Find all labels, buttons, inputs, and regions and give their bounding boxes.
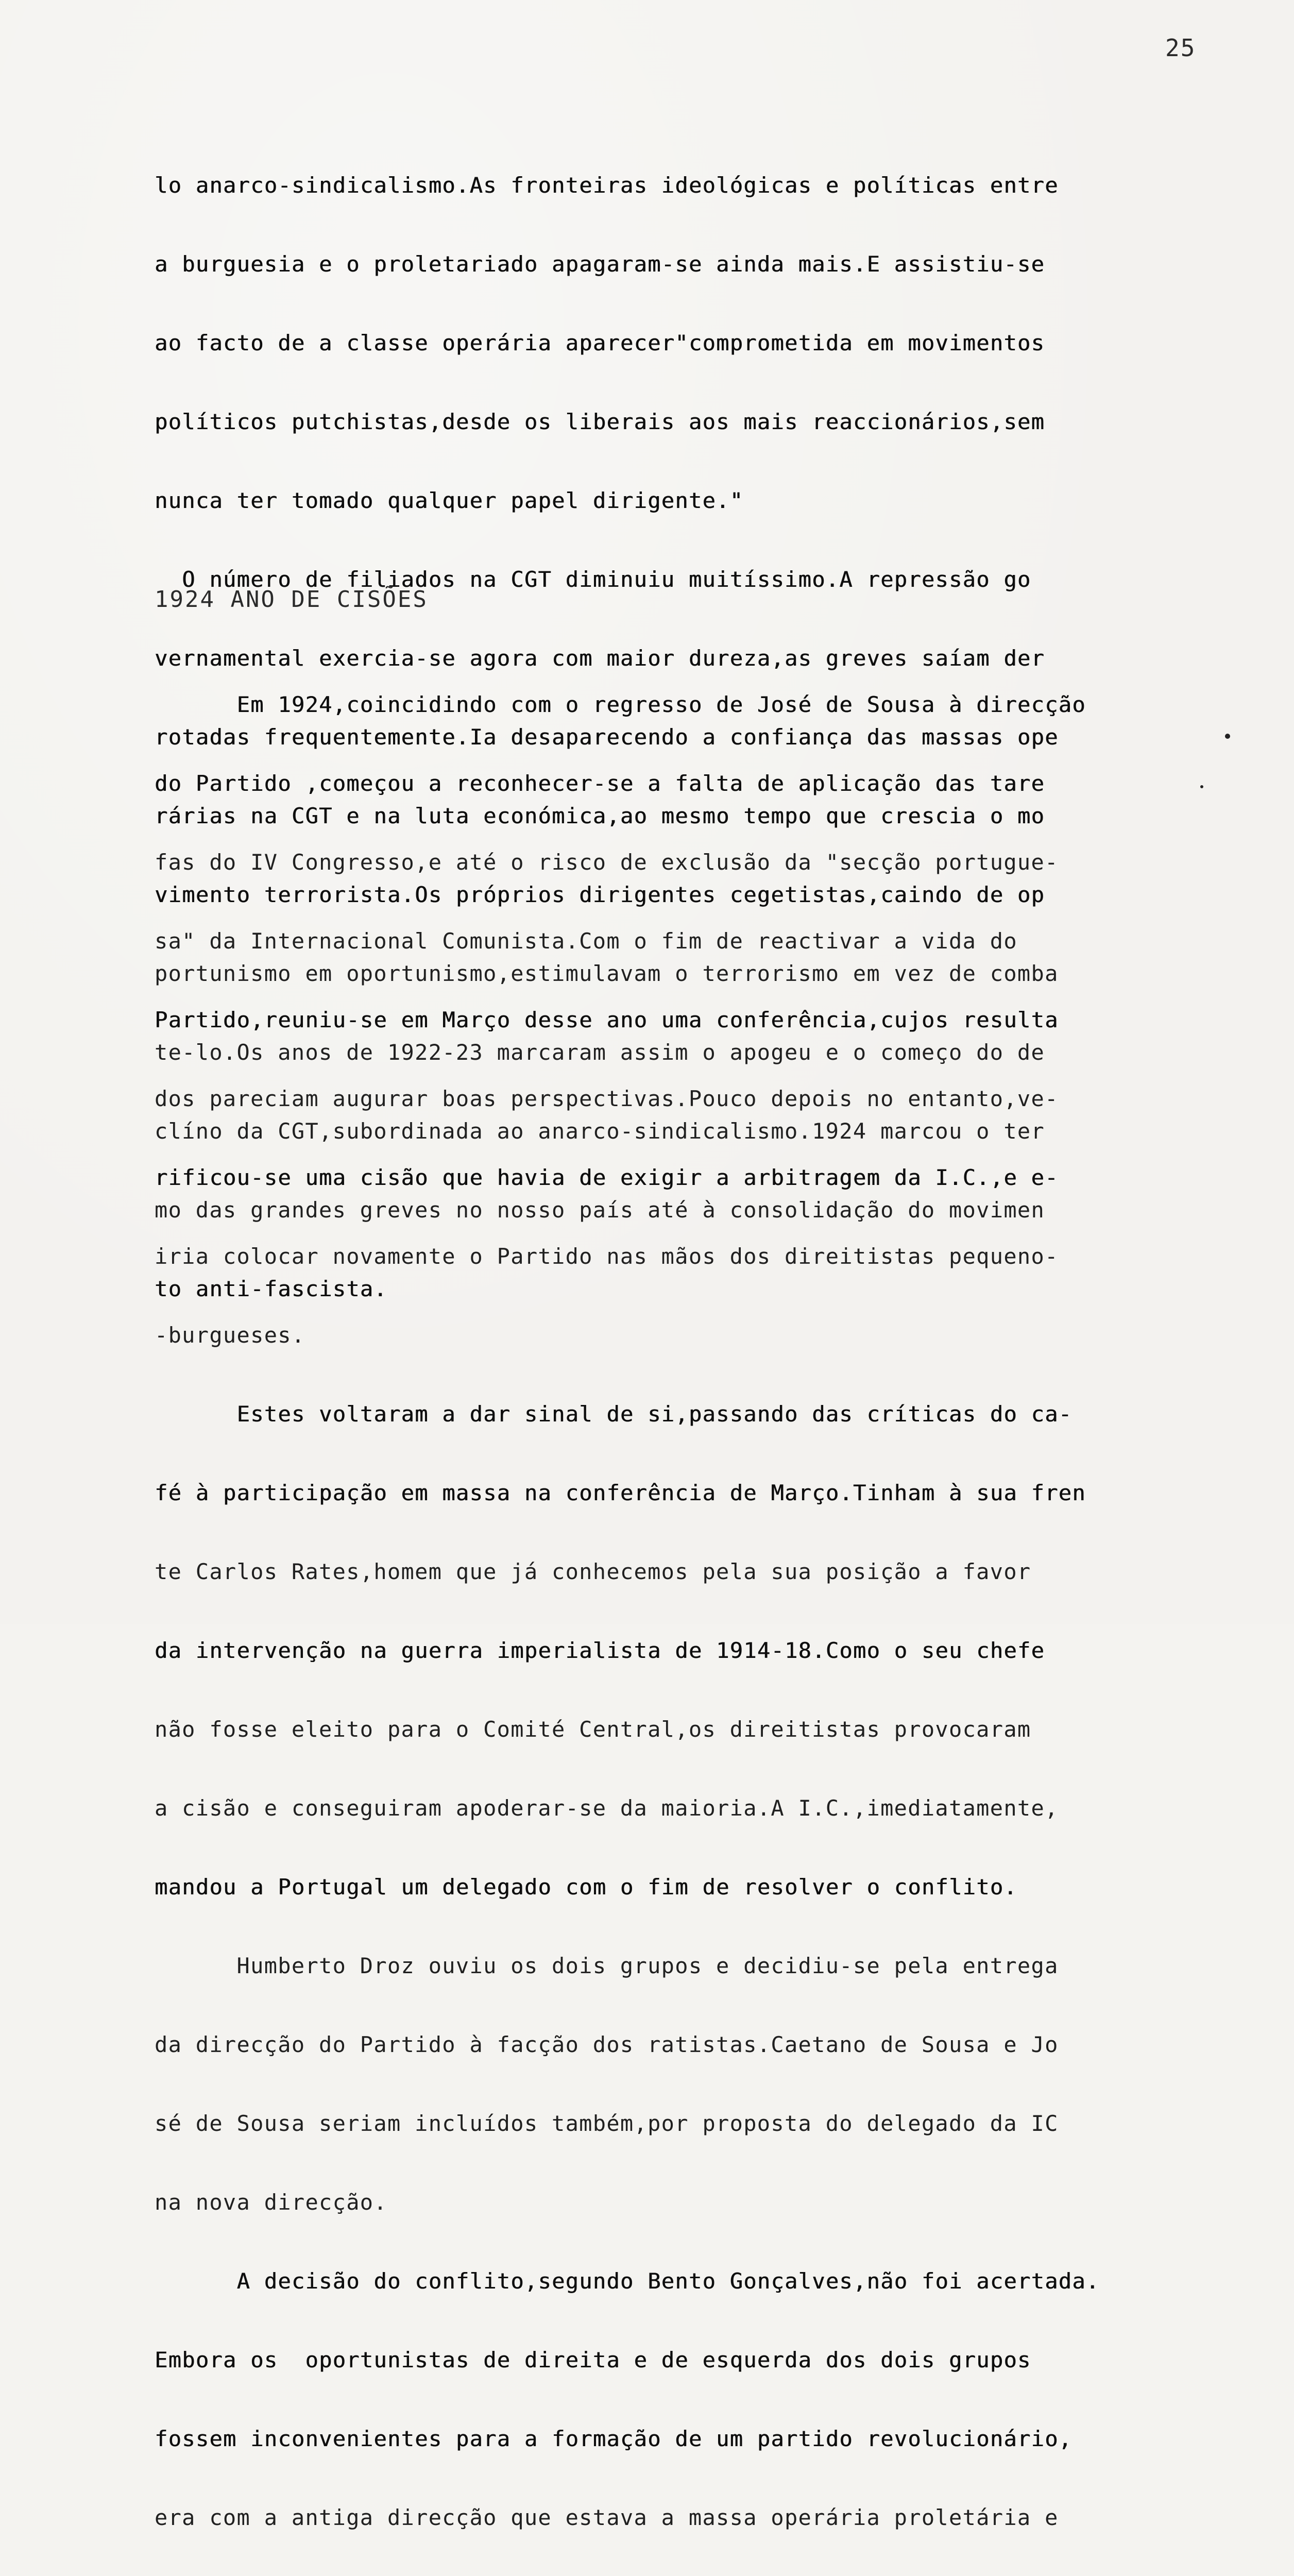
text-line: te-lo.Os anos de 1922-23 marcaram assim o apogeu e o começo do de: [155, 1040, 1045, 1065]
text-line: era com a antiga direcção que estava a massa operária proletária e: [155, 2505, 1059, 2530]
text-line: ao facto de a classe operária aparecer"comprometida em movimentos: [155, 330, 1045, 355]
text-line: Em 1924,coincidindo com o regresso de José de Sousa à direcção: [155, 692, 1086, 717]
text-line: mo das grandes greves no nosso país até à consolidação do movimen: [155, 1197, 1045, 1223]
text-line: Partido,reuniu-se em Março desse ano uma conferência,cujos resulta: [155, 1007, 1059, 1032]
text-line: Embora os oportunistas de direita e de esquerda dos dois grupos: [155, 2347, 1031, 2372]
section-heading: 1924 ANO DE CISÕES: [155, 586, 428, 613]
text-line: da direcção do Partido à facção dos ratistas.Caetano de Sousa e Jo: [155, 2032, 1059, 2057]
text-line: da intervenção na guerra imperialista de 1914-18.Como o seu chefe: [155, 1638, 1045, 1663]
text-line: te Carlos Rates,homem que já conhecemos pela sua posição a favor: [155, 1559, 1031, 1584]
text-line: rotadas frequentemente.Ia desaparecendo a confiança das massas ope: [155, 724, 1059, 750]
text-line: portunismo em oportunismo,estimulavam o terrorismo em vez de comba: [155, 961, 1059, 986]
text-line: rárias na CGT e na luta económica,ao mesmo tempo que crescia o mo: [155, 803, 1045, 828]
text-line: sa" da Internacional Comunista.Com o fim de reactivar a vida do: [155, 928, 1017, 954]
text-line: mandou a Portugal um delegado com o fim de resolver o conflito.: [155, 1874, 1017, 1900]
text-line: -burgueses.: [155, 1323, 305, 1348]
text-line: na nova direcção.: [155, 2190, 387, 2215]
text-line: dos pareciam augurar boas perspectivas.Pouco depois no entanto,ve-: [155, 1086, 1059, 1111]
text-line: fas do IV Congresso,e até o risco de exclusão da "secção portugue-: [155, 850, 1059, 875]
text-line: a cisão e conseguiram apoderar-se da maioria.A I.C.,imediatamente,: [155, 1795, 1059, 1821]
ink-speck: [1225, 734, 1230, 739]
text-line: lo anarco-sindicalismo.As fronteiras ideológicas e políticas entre: [155, 173, 1059, 198]
text-line: clíno da CGT,subordinada ao anarco-sindicalismo.1924 marcou o ter: [155, 1118, 1045, 1144]
text-line: vimento terrorista.Os próprios dirigentes cegetistas,caindo de op: [155, 882, 1045, 907]
text-line: fé à participação em massa na conferência de Março.Tinham à sua fren: [155, 1480, 1086, 1505]
text-line: rificou-se uma cisão que havia de exigir a arbitragem da I.C.,e e-: [155, 1165, 1059, 1190]
text-line: nunca ter tomado qualquer papel dirigente.": [155, 488, 744, 513]
page-number: 25: [1165, 34, 1196, 62]
text-line: não fosse eleito para o Comité Central,os direitistas provocaram: [155, 1717, 1031, 1742]
text-line: to anti-fascista.: [155, 1276, 387, 1301]
body-paragraphs: [155, 639, 1200, 2576]
text-line: Estes voltaram a dar sinal de si,passando das críticas do ca-: [155, 1401, 1072, 1427]
text-line: a burguesia e o proletariado apagaram-se ainda mais.E assistiu-se: [155, 251, 1045, 277]
text-line: Humberto Droz ouviu os dois grupos e decidiu-se pela entrega: [155, 1953, 1059, 1978]
text-line: iria colocar novamente o Partido nas mãos dos direitistas pequeno-: [155, 1244, 1059, 1269]
text-line: O número de filiados na CGT diminuiu muitíssimo.A repressão go: [155, 567, 1031, 592]
text-line: A decisão do conflito,segundo Bento Gonçalves,não foi acertada.: [155, 2268, 1100, 2294]
text-line: fossem inconvenientes para a formação de um partido revolucionário,: [155, 2426, 1072, 2451]
text-line: vernamental exercia-se agora com maior dureza,as greves saíam der: [155, 646, 1045, 671]
text-line: sé de Sousa seriam incluídos também,por proposta do delegado da IC: [155, 2111, 1059, 2136]
text-line: políticos putchistas,desde os liberais aos mais reaccionários,sem: [155, 409, 1045, 434]
text-line: do Partido ,começou a reconhecer-se a falta de aplicação das tare: [155, 771, 1045, 796]
ink-speck: [1200, 785, 1203, 788]
